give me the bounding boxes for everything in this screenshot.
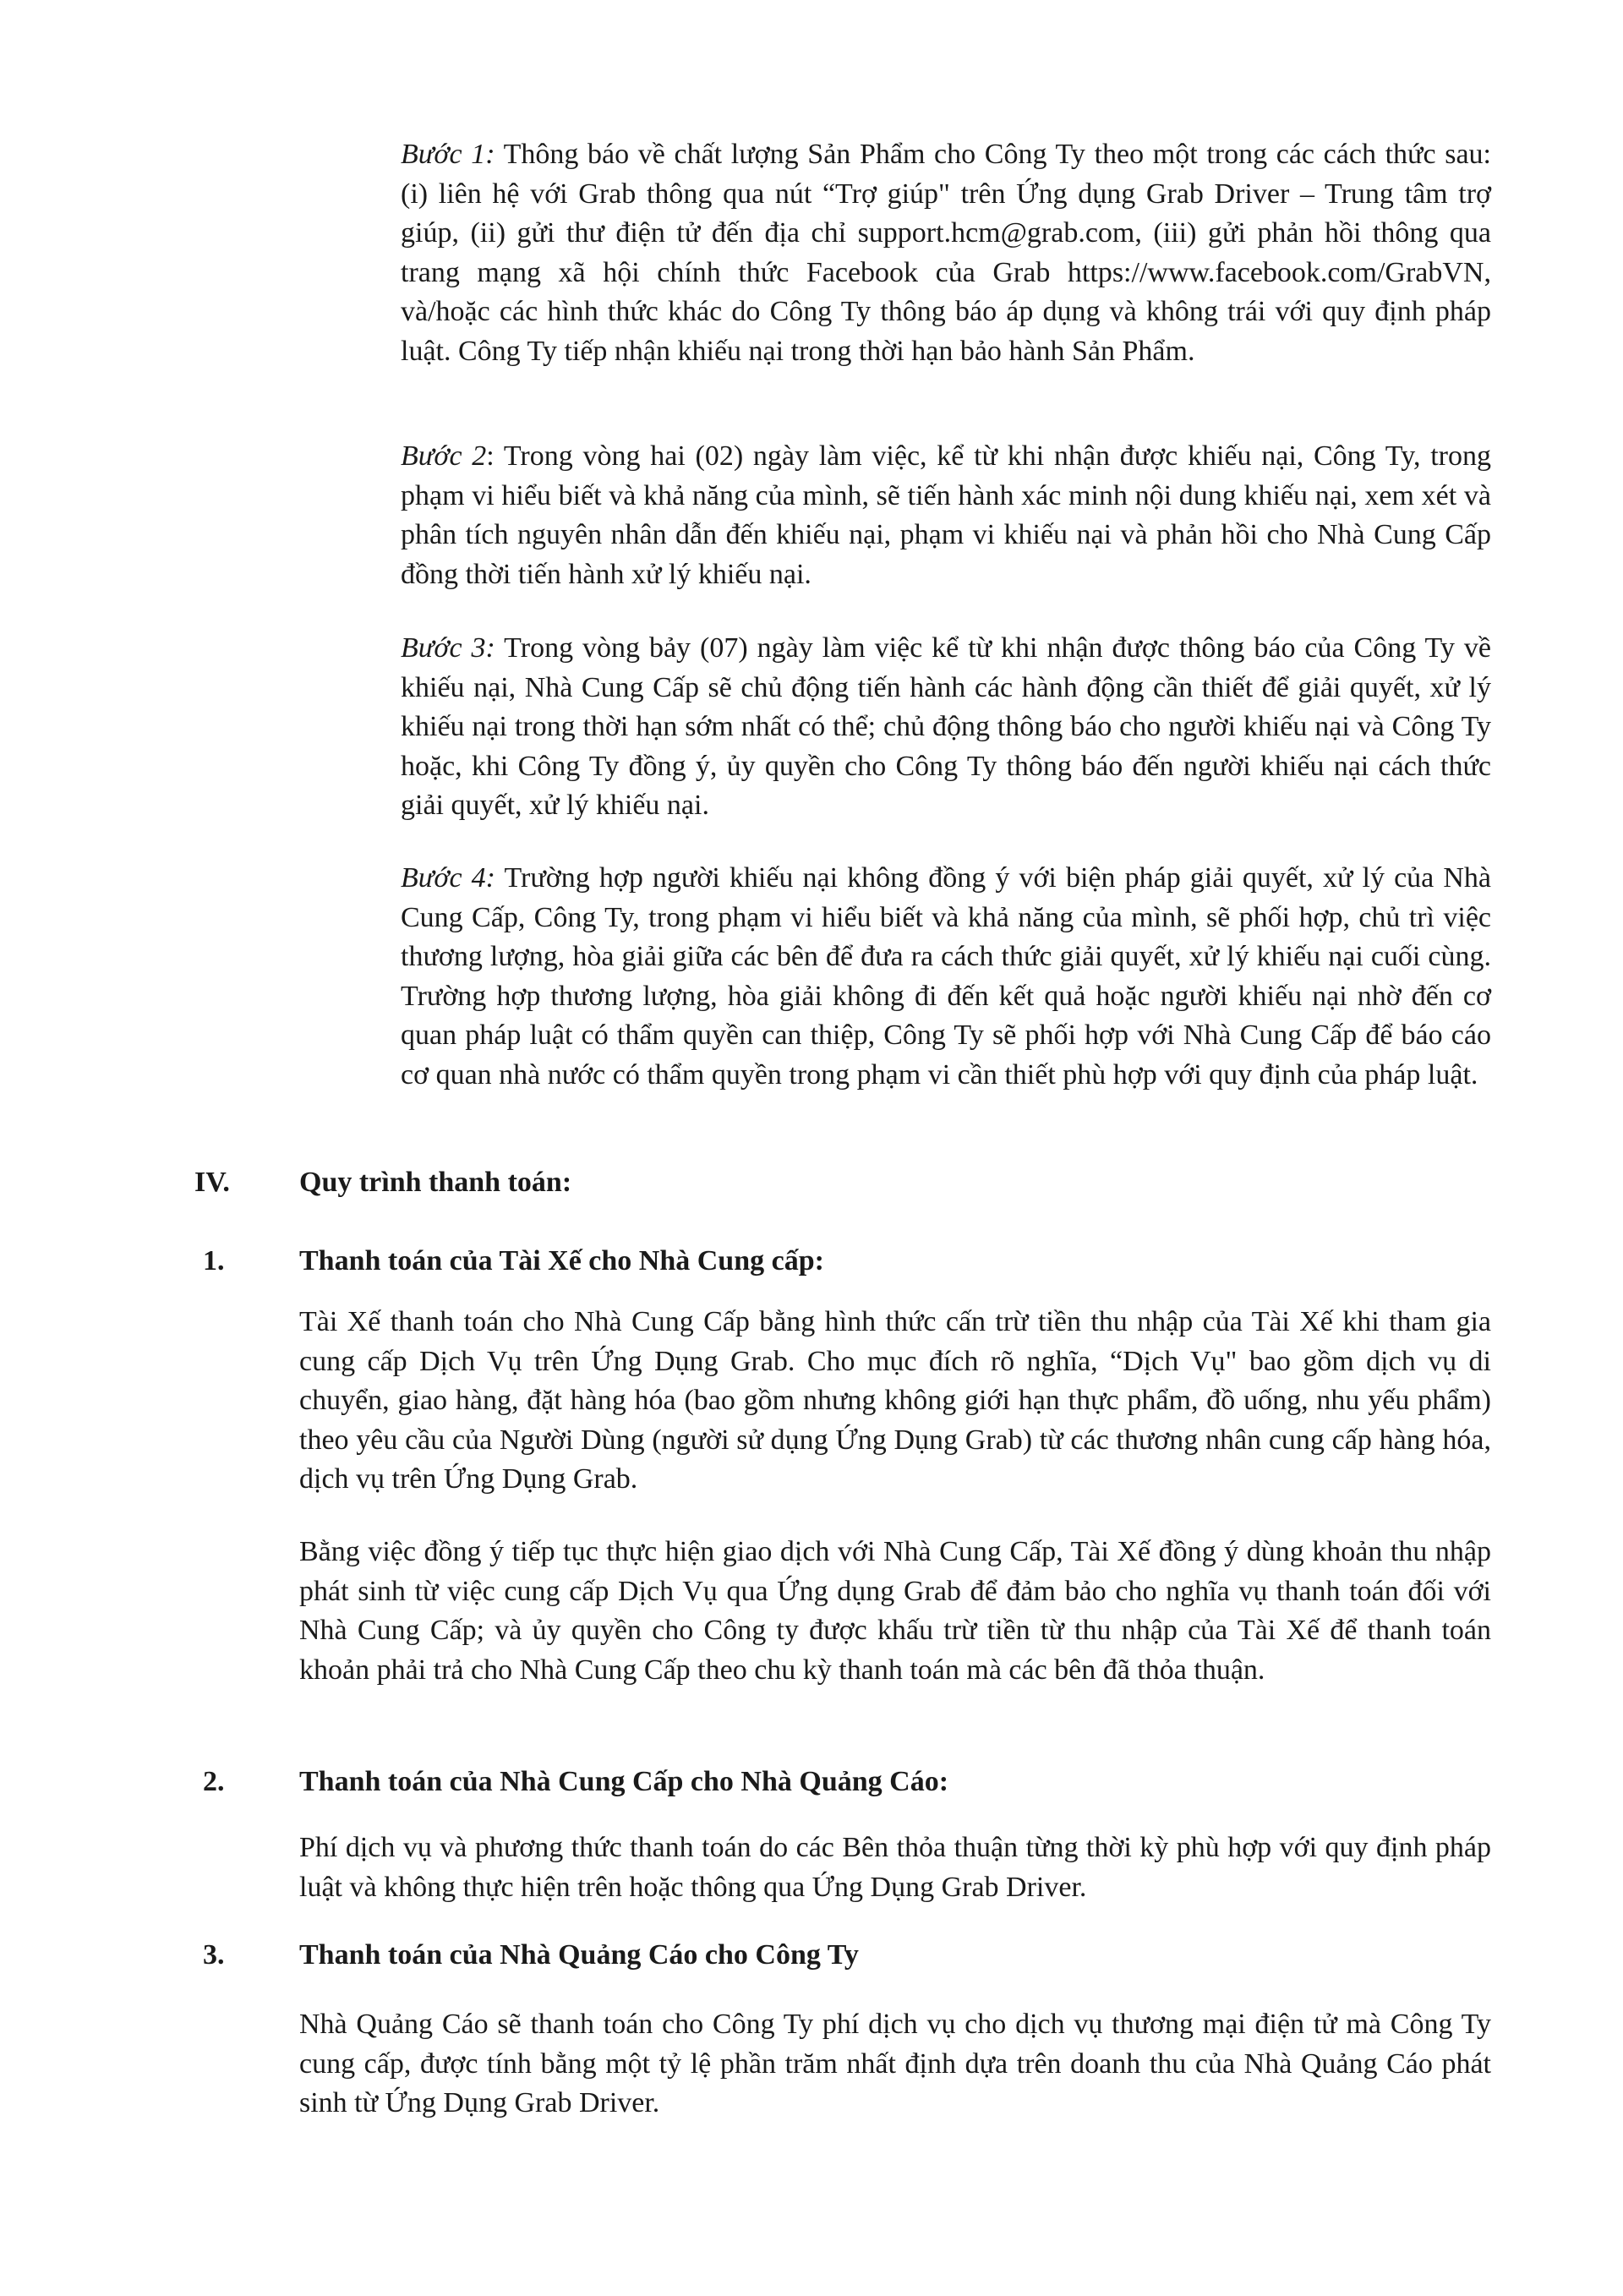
subsection-title: Thanh toán của Nhà Quảng Cáo cho Công Ty — [299, 1939, 859, 1971]
step-text: Thông báo về chất lượng Sản Phẩm cho Công Ty theo một trong các cách thức sau: (i) liên hệ với Grab thông qua nút “Trợ giúp" trên Ứng dụng Grab Driver – Trung tâm trợ giúp, (ii) gửi thư điện tử đến địa chỉ support.hcm@grab.com, (iii) gửi phản hồi thông qua trang mạng xã hội chính thức Facebook của Grab https://www.facebook.com/GrabVN, và/hoặc các hình thức khác do Công Ty thông báo áp dụng và không trái với quy định pháp luật. Công Ty tiếp nhận khiếu nại trong thời hạn bảo hành Sản Phẩm. — [401, 139, 1491, 367]
step-text: Trong vòng bảy (07) ngày làm việc kể từ khi nhận được thông báo của Công Ty về khiếu nại, Nhà Cung Cấp sẽ chủ động tiến hành các hành động cần thiết để giải quyết, xử lý khiếu nại trong thời hạn sớm nhất có thể; chủ động thông báo cho người khiếu nại và Công Ty hoặc, khi Công Ty đồng ý, ủy quyền cho Công Ty thông báo đến người khiếu nại cách thức giải quyết, xử lý khiếu nại. — [401, 632, 1491, 821]
subsection-1-paragraph-1 — [299, 1303, 1491, 1500]
subsection-1-heading — [203, 1242, 1217, 1281]
step-label: Bước 2 — [401, 440, 487, 472]
step-3-paragraph — [401, 629, 1491, 826]
paragraph-text: Bằng việc đồng ý tiếp tục thực hiện giao dịch với Nhà Cung Cấp, Tài Xế đồng ý dùng khoản thu nhập phát sinh từ việc cung cấp Dịch Vụ qua Ứng dụng Grab để đảm bảo cho nghĩa vụ thanh toán đối với Nhà Cung Cấp; và ủy quyền cho Công ty được khấu trừ tiền từ thu nhập của Tài Xế để thanh toán khoản phải trả cho Nhà Cung Cấp theo chu kỳ thanh toán mà các bên đã thỏa thuận. — [299, 1536, 1491, 1686]
step-1-paragraph — [401, 135, 1491, 371]
subsection-number: 2. — [203, 1766, 225, 1797]
paragraph-text: Nhà Quảng Cáo sẽ thanh toán cho Công Ty phí dịch vụ cho dịch vụ thương mại điện tử mà Công Ty cung cấp, được tính bằng một tỷ lệ phần trăm nhất định dựa trên doanh thu của Nhà Quảng Cáo phát sinh từ Ứng Dụng Grab Driver. — [299, 2009, 1491, 2118]
subsection-3-paragraph — [299, 2005, 1491, 2124]
step-text: Trường hợp người khiếu nại không đồng ý với biện pháp giải quyết, xử lý của Nhà Cung Cấp, Công Ty, trong phạm vi hiểu biết và khả năng của mình, sẽ phối hợp, chủ trì việc thương lượng, hòa giải giữa các bên để đưa ra cách thức giải quyết, xử lý khiếu nại cuối cùng. Trường hợp thương lượng, hòa giải không đi đến kết quả hoặc người khiếu nại nhờ đến cơ quan pháp luật có thẩm quyền can thiệp, Công Ty sẽ phối hợp với Nhà Cung Cấp để báo cáo cơ quan nhà nước có thẩm quyền trong phạm vi cần thiết phù hợp với quy định của pháp luật. — [401, 862, 1491, 1091]
paragraph-text: Phí dịch vụ và phương thức thanh toán do các Bên thỏa thuận từng thời kỳ phù hợp với quy định pháp luật và không thực hiện trên hoặc thông qua Ứng Dụng Grab Driver. — [299, 1832, 1491, 1903]
section-title: Quy trình thanh toán: — [299, 1167, 572, 1198]
step-label: Bước 3: — [401, 632, 495, 664]
subsection-2-paragraph — [299, 1829, 1491, 1907]
section-number: IV. — [194, 1167, 230, 1198]
step-label: Bước 1: — [401, 139, 495, 170]
subsection-2-heading — [203, 1763, 1217, 1801]
subsection-title: Thanh toán của Tài Xế cho Nhà Cung cấp: — [299, 1245, 824, 1276]
paragraph-text: Tài Xế thanh toán cho Nhà Cung Cấp bằng hình thức cấn trừ tiền thu nhập của Tài Xế khi tham gia cung cấp Dịch Vụ trên Ứng Dụng Grab. Cho mục đích rõ nghĩa, “Dịch Vụ" bao gồm dịch vụ di chuyển, giao hàng, đặt hàng hóa (bao gồm nhưng không giới hạn thực phẩm, đồ uống, nhu yếu phẩm) theo yêu cầu của Người Dùng (người sử dụng Ứng Dụng Grab) từ các thương nhân cung cấp hàng hóa, dịch vụ trên Ứng Dụng Grab. — [299, 1306, 1491, 1495]
subsection-1-paragraph-2 — [299, 1533, 1491, 1690]
subsection-number: 3. — [203, 1939, 225, 1971]
step-2-paragraph — [401, 437, 1491, 594]
subsection-3-heading — [203, 1936, 1217, 1975]
step-4-paragraph — [401, 859, 1491, 1095]
step-label: Bước 4: — [401, 862, 495, 894]
subsection-title: Thanh toán của Nhà Cung Cấp cho Nhà Quảng Cáo: — [299, 1766, 949, 1797]
step-text: : Trong vòng hai (02) ngày làm việc, kể từ khi nhận được khiếu nại, Công Ty, trong phạm vi hiểu biết và khả năng của mình, sẽ tiến hành xác minh nội dung khiếu nại, xem xét và phân tích nguyên nhân dẫn đến khiếu nại, phạm vi khiếu nại và phản hồi cho Nhà Cung Cấp đồng thời tiến hành xử lý khiếu nại. — [401, 440, 1491, 590]
section-heading — [194, 1163, 955, 1202]
subsection-number: 1. — [203, 1245, 225, 1276]
